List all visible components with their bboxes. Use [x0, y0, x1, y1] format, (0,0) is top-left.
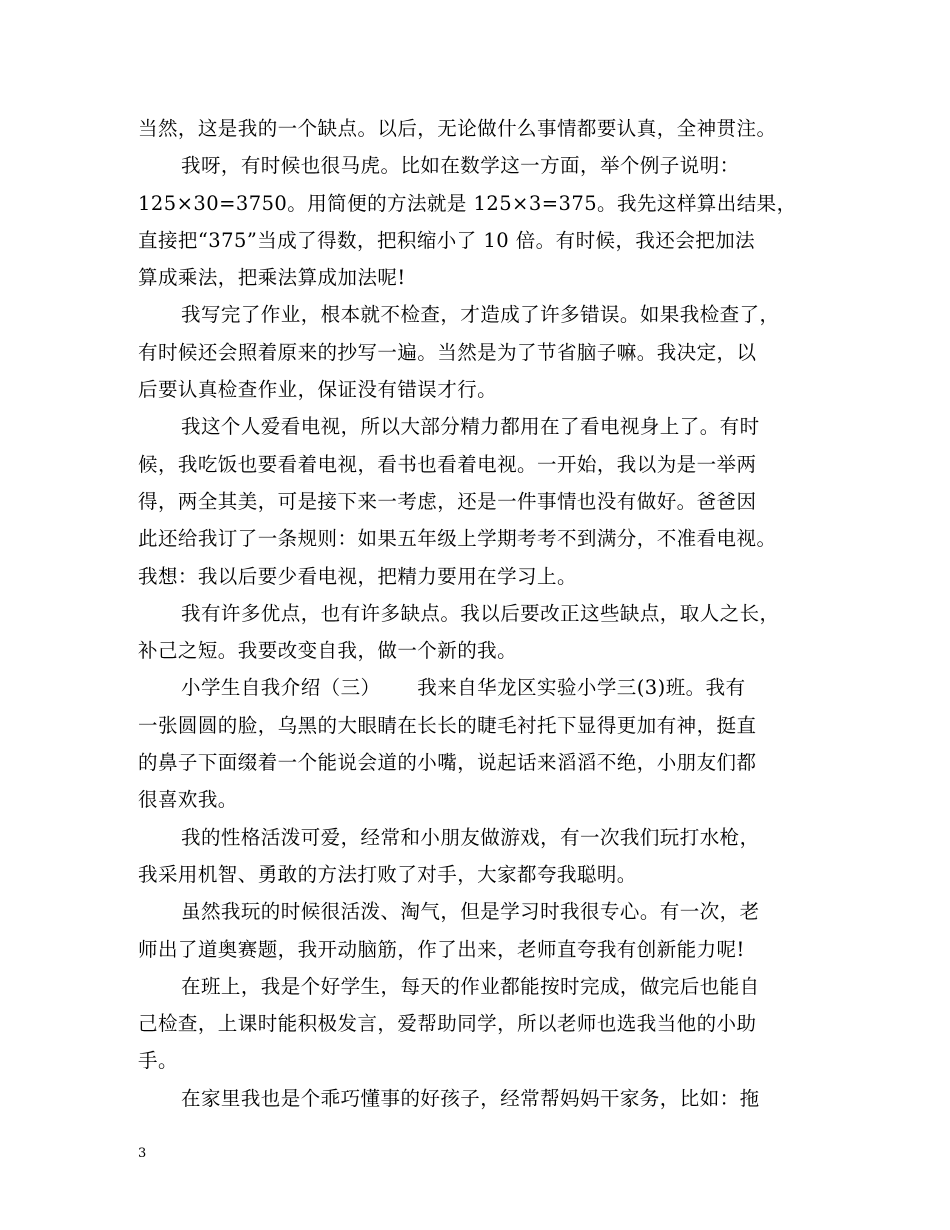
text-line: 我写完了作业，根本就不检查，才造成了许多错误。如果我检查了，	[181, 303, 780, 327]
text-line: 后要认真检查作业，保证没有错误才行。	[138, 378, 498, 402]
text-line: 虽然我玩的时候很活泼、淘气，但是学习时我很专心。有一次，老	[181, 900, 760, 924]
text-line: 当然，这是我的一个缺点。以后，无论做什么事情都要认真，全神贯注。	[138, 117, 777, 140]
text-line: 补己之短。我要改变自我，做一个新的我。	[138, 639, 518, 663]
text-line: 算成乘法，把乘法算成加法呢!	[138, 266, 406, 290]
text-line: 我这个人爱看电视，所以大部分精力都用在了看电视身上了。有时	[181, 415, 760, 439]
text-line: 小学生自我介绍（三） 我来自华龙区实验小学三(3)班。我有	[181, 676, 746, 700]
text-line: 此还给我订了一条规则：如果五年级上学期考考不到满分，不准看电视。	[138, 527, 777, 551]
text-line: 一张圆圆的脸，乌黑的大眼睛在长长的睫毛衬托下显得更加有神，挺直	[138, 713, 757, 737]
body-text	[138, 110, 828, 1117]
text-line: 在家里我也是个乖巧懂事的好孩子，经常帮妈妈干家务，比如：拖	[181, 1086, 760, 1110]
text-line: 己检查，上课时能积极发言，爱帮助同学，所以老师也选我当他的小助	[138, 1012, 757, 1036]
page-number: 3	[138, 1146, 147, 1161]
text-line: 125×30=3750。用简便的方法就是 125×3=375。我先这样算出结果，	[138, 191, 797, 215]
text-line: 很喜欢我。	[138, 788, 238, 812]
text-line: 我采用机智、勇敢的方法打败了对手，大家都夸我聪明。	[138, 862, 637, 886]
text-line: 有时候还会照着原来的抄写一遍。当然是为了节省脑子嘛。我决定，以	[138, 340, 757, 364]
text-line: 在班上，我是个好学生，每天的作业都能按时完成，做完后也能自	[181, 974, 760, 998]
text-line: 我有许多优点，也有许多缺点。我以后要改正这些缺点，取人之长，	[181, 601, 780, 625]
text-line: 得，两全其美，可是接下来一考虑，还是一件事情也没有做好。爸爸因	[138, 489, 757, 513]
text-line: 我想：我以后要少看电视，把精力要用在学习上。	[138, 564, 577, 588]
text-line: 我的性格活泼可爱，经常和小朋友做游戏，有一次我们玩打水枪，	[181, 825, 760, 849]
text-line: 师出了道奥赛题，我开动脑筋，作了出来，老师直夸我有创新能力呢!	[138, 937, 745, 961]
text-line: 我呀，有时候也很马虎。比如在数学这一方面，举个例子说明：	[181, 154, 740, 178]
text-line: 的鼻子下面缀着一个能说会道的小嘴，说起话来滔滔不绝，小朋友们都	[138, 751, 757, 775]
text-line: 手。	[138, 1049, 178, 1073]
text-line: 直接把“375”当成了得数，把积缩小了 10 倍。有时候，我还会把加法	[138, 228, 756, 252]
text-line: 候，我吃饭也要看着电视，看书也看着电视。一开始，我以为是一举两	[138, 452, 757, 476]
